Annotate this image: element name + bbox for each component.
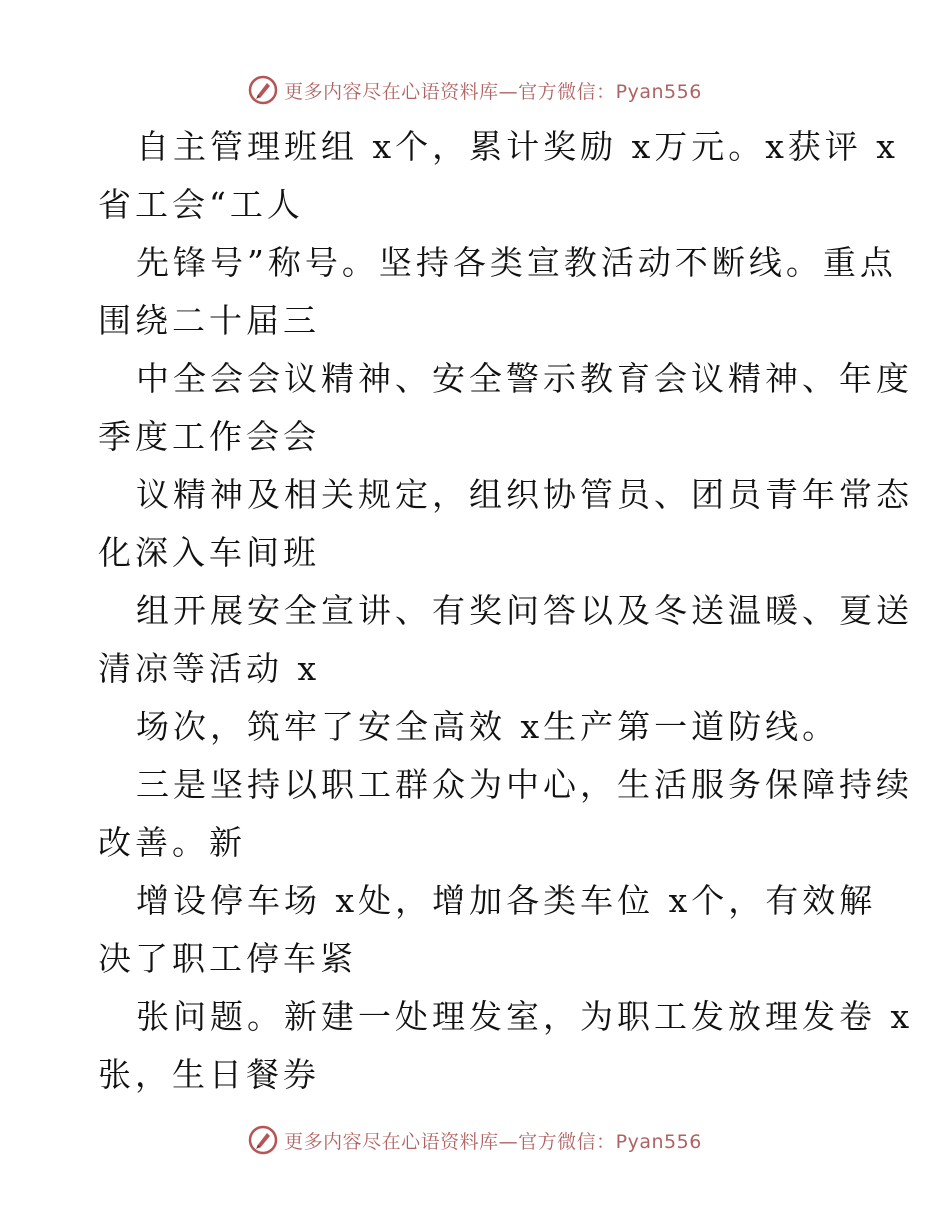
text-line: 张问题。新建一处理发室，为职工发放理发卷 x bbox=[136, 997, 914, 1036]
text-line: 议精神及相关规定，组织协管员、团员青年常态 bbox=[136, 475, 913, 514]
text-line: 先锋号”称号。坚持各类宣教活动不断线。重点 bbox=[136, 243, 897, 282]
text-line: 增设停车场 x处，增加各类车位 x个，有效解 bbox=[136, 881, 877, 920]
header-watermark bbox=[0, 70, 950, 110]
document-body bbox=[98, 118, 914, 1104]
watermark-text: 更多内容尽在心语资料库—官方微信：Pyan556 bbox=[284, 80, 702, 103]
text-line: 季度工作会会 bbox=[98, 417, 320, 456]
text-line: 自主管理班组 x个，累计奖励 x万元。x获评 x bbox=[136, 127, 899, 166]
text-line: 化深入车间班 bbox=[98, 533, 320, 572]
text-line: 中全会会议精神、安全警示教育会议精神、年度 bbox=[136, 359, 913, 398]
text-line: 决了职工停车紧 bbox=[98, 939, 357, 978]
text-line: 组开展安全宣讲、有奖问答以及冬送温暖、夏送 bbox=[136, 591, 913, 630]
text-line: 改善。新 bbox=[98, 823, 246, 862]
watermark-text: 更多内容尽在心语资料库—官方微信：Pyan556 bbox=[284, 1130, 702, 1153]
pen-logo-icon bbox=[248, 75, 278, 105]
text-line: 张，生日餐券 bbox=[98, 1055, 320, 1094]
text-line: 围绕二十届三 bbox=[98, 301, 320, 340]
text-line: 场次，筑牢了安全高效 x生产第一道防线。 bbox=[136, 707, 840, 746]
text-line: 清凉等活动 x bbox=[98, 649, 321, 688]
text-line: 三是坚持以职工群众为中心，生活服务保障持续 bbox=[136, 765, 913, 804]
text-line: 省工会“工人 bbox=[98, 185, 304, 224]
pen-logo-icon bbox=[248, 1125, 278, 1155]
footer-watermark bbox=[0, 1120, 950, 1160]
